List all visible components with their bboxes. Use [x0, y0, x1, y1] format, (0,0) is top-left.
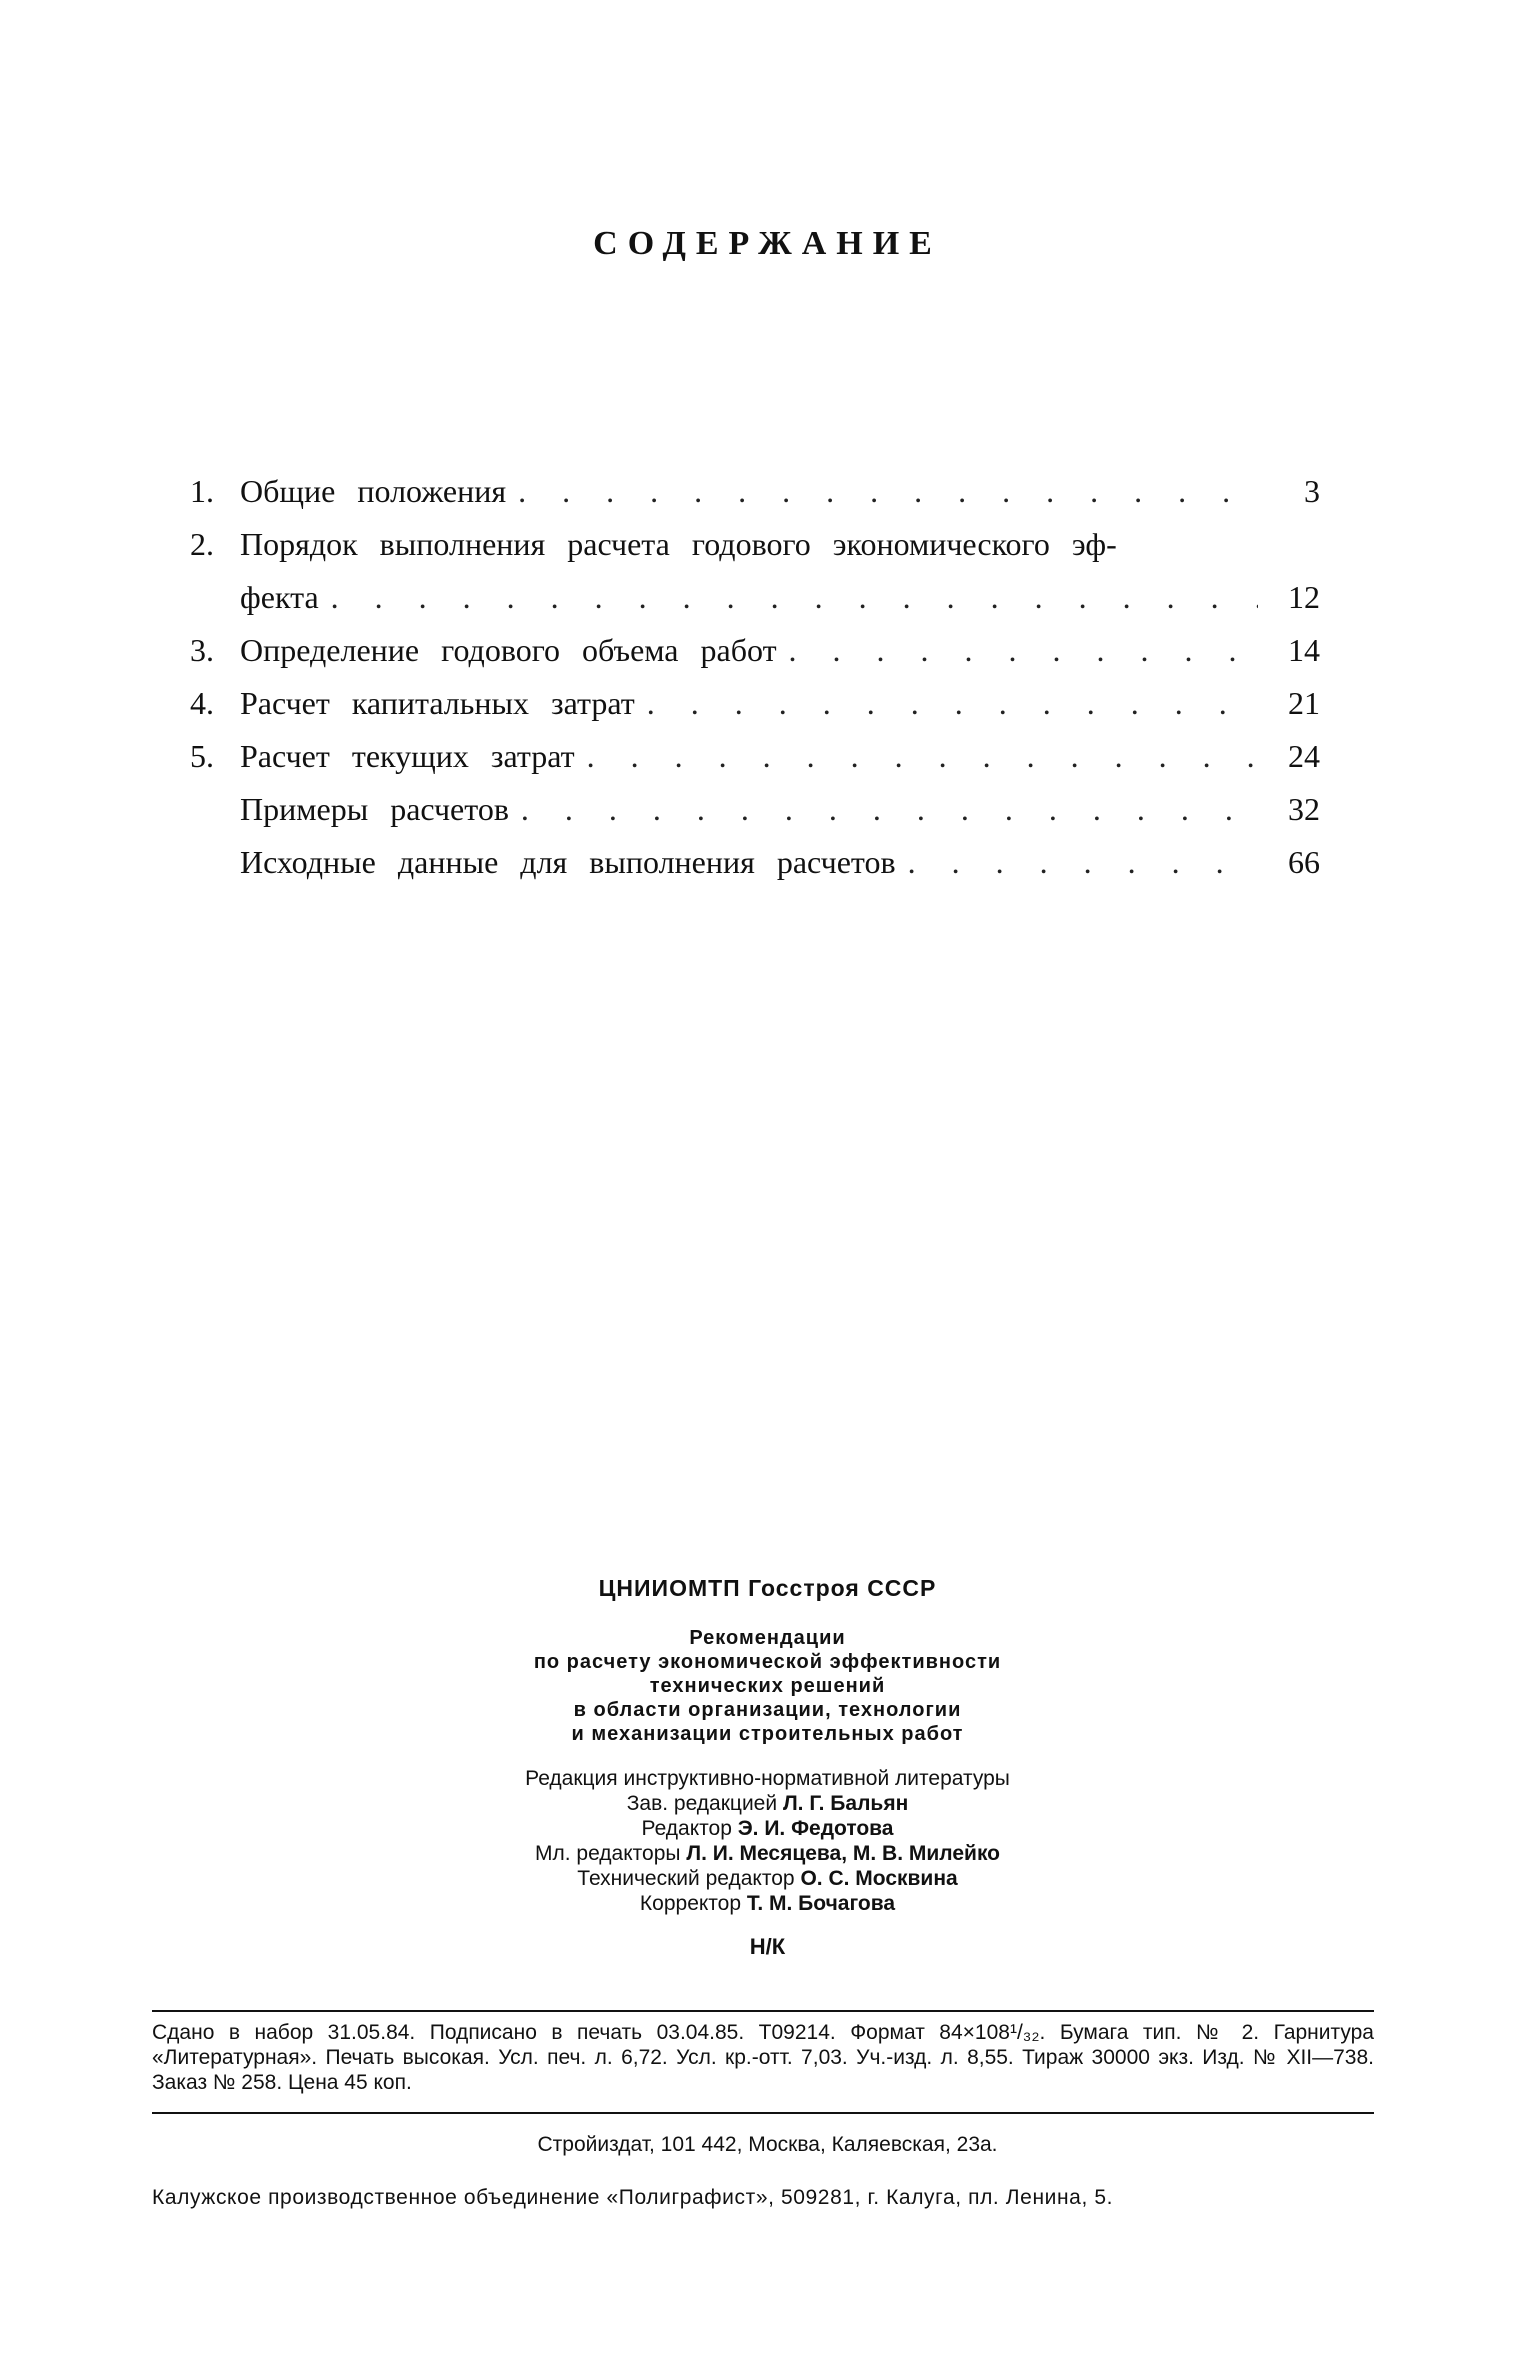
nk-mark: Н/К: [749, 1934, 786, 1959]
imprint-block: [0, 1575, 1535, 1960]
toc-number: 2.: [190, 526, 214, 562]
toc-entry: [190, 677, 1320, 730]
toc-page-number: 3: [1304, 473, 1320, 509]
toc-entry: [190, 783, 1320, 836]
credit-line: [0, 1866, 1535, 1891]
page-title: СОДЕРЖАНИЕ: [593, 225, 942, 262]
table-of-contents: [190, 465, 1320, 889]
toc-number: 5.: [190, 738, 214, 774]
publisher-address: Стройиздат, 101 442, Москва, Каляевская, 23а.: [537, 2133, 998, 2156]
divider-rule: [152, 2010, 1374, 2012]
toc-entry: [190, 465, 1320, 518]
toc-title-continuation: фекта: [240, 579, 319, 615]
credit-line: [0, 1766, 1535, 1791]
toc-title: Исходные данные для выполнения расчетов: [240, 844, 896, 880]
book-title-line: и механизации строительных работ: [571, 1723, 964, 1745]
credit-name: Л. Г. Бальян: [782, 1792, 909, 1815]
divider-rule: [152, 2112, 1374, 2114]
toc-entry: [190, 730, 1320, 783]
toc-title: Примеры расчетов: [240, 791, 509, 827]
credit-line: [0, 1816, 1535, 1841]
book-title-line: технических решений: [649, 1675, 886, 1697]
credit-name: Л. И. Месяцева, М. В. Милейко: [686, 1842, 1001, 1865]
toc-page-number: 24: [1288, 738, 1320, 774]
credit-label: Редактор: [641, 1817, 732, 1840]
credit-label: Мл. редакторы: [534, 1842, 681, 1865]
credit-label: Технический редактор: [577, 1867, 795, 1890]
toc-title: Порядок выполнения расчета годового экономического эф-: [240, 526, 1117, 562]
book-title-line: Рекомендации: [689, 1627, 846, 1649]
toc-leader-dots: [521, 783, 1258, 836]
credit-name: О. С. Москвина: [800, 1867, 958, 1890]
toc-number: 4.: [190, 685, 214, 721]
toc-number: 3.: [190, 632, 214, 668]
toc-page-number: 32: [1288, 791, 1320, 827]
credit-line: [0, 1891, 1535, 1916]
book-title-line: по расчету экономической эффективности: [533, 1651, 1002, 1673]
toc-leader-dots: [789, 624, 1258, 677]
book-title-line: в области организации, технологии: [573, 1699, 962, 1721]
toc-title: Расчет текущих затрат: [240, 738, 575, 774]
toc-title: Общие положения: [240, 473, 507, 509]
toc-page-number: 12: [1288, 579, 1320, 615]
toc-entry-continuation: [190, 571, 1320, 624]
toc-leader-dots: [587, 730, 1258, 783]
credit-label: Зав. редакцией: [626, 1792, 778, 1815]
credit-line: [0, 1841, 1535, 1866]
organization-name: ЦНИИОМТП Госстроя СССР: [598, 1575, 937, 1601]
toc-leader-dots: [908, 836, 1258, 889]
toc-entry: [190, 518, 1320, 571]
toc-entry: [190, 624, 1320, 677]
toc-page-number: 66: [1288, 844, 1320, 880]
credit-label: Корректор: [639, 1892, 742, 1915]
printer-address: Калужское производственное объединение «Полиграфист», 509281, г. Калуга, пл. Ленина, 5.: [152, 2186, 1114, 2209]
book-title: [0, 1626, 1535, 1746]
toc-entry: [190, 836, 1320, 889]
credit-line: [0, 1791, 1535, 1816]
editorial-credits: [0, 1766, 1535, 1916]
toc-number: 1.: [190, 473, 214, 509]
toc-leader-dots: [647, 677, 1258, 730]
toc-page-number: 14: [1288, 632, 1320, 668]
toc-leader-dots: [518, 465, 1258, 518]
credit-name: Э. И. Федотова: [737, 1817, 894, 1840]
credit-name: Т. М. Бочагова: [746, 1892, 896, 1915]
credit-label: Редакция инструктивно-нормативной литературы: [525, 1767, 1010, 1790]
toc-page-number: 21: [1288, 685, 1320, 721]
toc-title: Определение годового объема работ: [240, 632, 777, 668]
toc-title: Расчет капитальных затрат: [240, 685, 635, 721]
toc-leader-dots: [331, 571, 1258, 624]
print-info: Сдано в набор 31.05.84. Подписано в печать 03.04.85. Т09214. Формат 84×108¹/₃₂. Бумага тип. № 2. Гарнитура «Литературная». Печать высокая. Усл. печ. л. 6,72. Усл. кр.-отт. 7,03. Уч.-изд. л. 8,55. Тираж 30000 экз. Изд. № XII—738. Заказ № 258. Цена 45 коп.: [152, 2021, 1374, 2094]
